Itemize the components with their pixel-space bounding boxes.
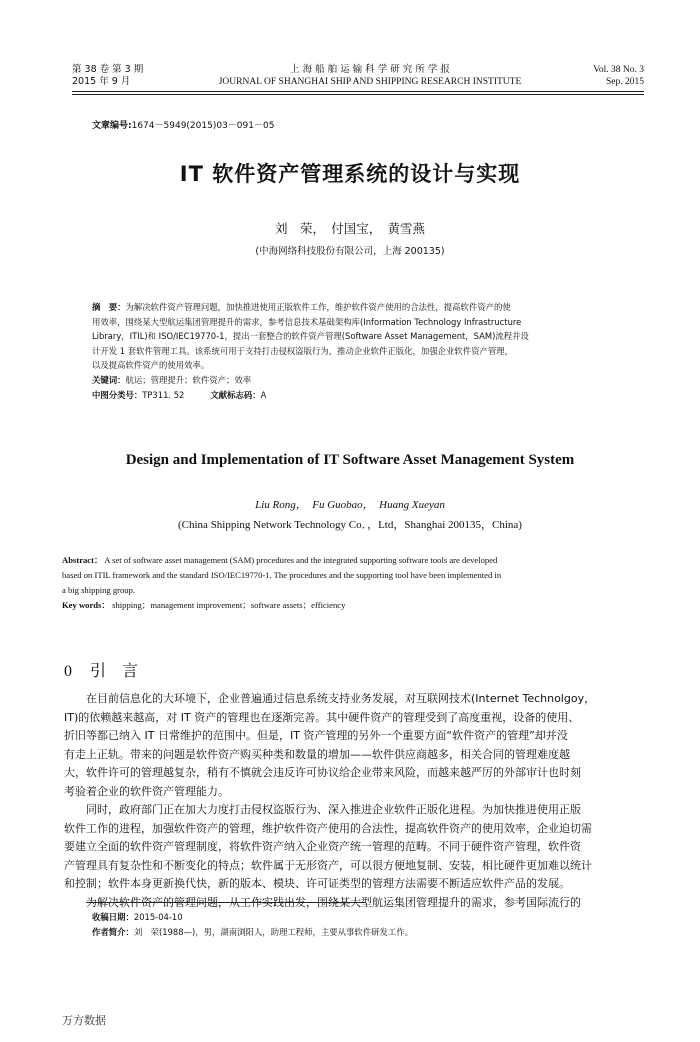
watermark: 万方数据 [62, 1014, 106, 1027]
doc-code-value: A [260, 389, 267, 400]
volume-issue-en: Vol. 38 No. 3 [593, 65, 644, 75]
title-cn: IT 软件资产管理系统的设计与实现 [179, 162, 521, 186]
header-rule-top [72, 91, 644, 92]
body-line: 为解决软件资产的管理问题，从工作实践出发，围绕某大型航运集团管理提升的需求，参考国际流行的 [86, 895, 581, 909]
abstract-cn [92, 300, 622, 402]
abstract-cn-line-2: Library，ITIL)和 ISO/IEC19770-1，提出一套整合的软件资产管理(Software Asset Management，SAM)流程并设 [92, 331, 529, 342]
abstract-en-line-0: Abstract： A set of software asset management (SAM) procedures and the integrated supporting software tools are developed [62, 555, 498, 565]
body-line: 要建立全面的软件资产管理制度，将软件资产纳入企业资产统一管理的范畴。不同于硬件资产管理，软件资 [64, 840, 581, 853]
body-line: 折旧等都已纳入 IT 日常维护的范围中。但是，IT 资产管理的另外一个重要方面“软件资产的管理”却并没 [64, 729, 568, 742]
keywords-cn [92, 373, 622, 388]
abstract-cn-line-1: 用效率，围绕某大型航运集团管理提升的需求，参考信息技术基础架构库(Information Technology Infrastructure [92, 316, 522, 327]
keywords-cn-value: 航运；管理提升；软件资产；效率 [125, 374, 252, 385]
date-cn: 2015 年 9 月 [72, 76, 131, 87]
doc-code-label: 文献标志码： [210, 389, 261, 400]
footnote-rule [86, 902, 366, 903]
authors-en: Liu Rong， Fu Guobao， Huang Xueyan [255, 499, 445, 511]
section-number: 0 [64, 663, 72, 680]
body-line: 在目前信息化的大环境下，企业普遍通过信息系统支持业务发展，对互联网技术(Internet Technolgoy， [86, 692, 596, 705]
authors-cn: 刘 荣， 付国宝， 黄雪燕 [274, 221, 425, 236]
classification-label: 中图分类号： [92, 389, 143, 400]
date-en: Sep. 2015 [606, 77, 644, 87]
keywords-en-label: Key words： [62, 600, 110, 610]
author-bio-value: 刘 荣(1988—)，男，湖南浏阳人，助理工程师，主要从事软件研发工作。 [133, 926, 413, 937]
title-en: Design and Implementation of IT Software Asset Management System [125, 452, 575, 468]
body-paragraph-1 [64, 690, 644, 801]
body-line: IT)的依赖越来越高，对 IT 资产的管理也在逐渐完善。其中硬件资产的管理受到了高度重视，设备的使用、 [64, 710, 580, 724]
received-date [92, 910, 632, 925]
abstract-cn-label: 摘 要： [92, 302, 126, 312]
article-id-label: 文章编号: [92, 121, 132, 131]
header-volume-cn [72, 64, 143, 88]
journal-name-en: JOURNAL OF SHANGHAI SHIP AND SHIPPING RESEARCH INSTITUTE [218, 77, 522, 87]
author-bio-label: 作者简介： [92, 926, 134, 937]
body-line: 同时，政府部门正在加大力度打击侵权盗版行为、深入推进企业软件正版化进程。为加快推进使用正版 [86, 803, 581, 816]
keywords-cn-label: 关键词： [92, 374, 126, 385]
body-line: 和控制；软件本身更新换代快，新的版本、模块、许可证类型的管理方法需要不断适应软件产品的发展。 [64, 877, 570, 890]
abstract-en-line-2: a big shipping group. [62, 585, 136, 595]
body-line: 有走上正轨。带来的问题是软件资产购买种类和数量的增加——软件供应商越多，相关合同的管理难度越 [64, 747, 570, 761]
abstract-en [62, 553, 652, 613]
body-line: 大，软件许可的管理越复杂，稍有不慎就会违反许可协议给企业带来风险，而越来越严厉的外部审计也时刻 [64, 766, 581, 779]
article-id [92, 118, 274, 131]
abstract-en-line-1: based on ITIL framework and the standard ISO/IEC19770-1. The procedures and the supporting tool have been implemented in [62, 570, 502, 580]
section-title: 引 言 [90, 661, 139, 680]
abstract-cn-line-0: 摘 要：为解决软件资产管理问题，加快推进使用正版软件工作，维护软件资产使用的合法性，提高软件资产的使 [92, 302, 511, 312]
article-id-value: 1674－5949(2015)03－091－05 [131, 121, 275, 131]
body-text [64, 690, 644, 912]
abstract-cn-line-3: 计开发 1 套软件管理工具。该系统可用于支持打击侵权盗版行为，推动企业软件正版化，加强企业软件资产管理， [92, 345, 514, 356]
author-bio [92, 925, 632, 940]
received-value: 2015-04-10 [133, 912, 183, 922]
header-volume-en [593, 64, 644, 88]
classification-value: TP311. 52 [142, 389, 185, 400]
body-line: 产管理具有复杂性和不断变化的特点；软件属于无形资产，可以很方便地复制、安装，相比硬件更加难以统计 [64, 858, 592, 872]
journal-name-cn: 上 海 船 舶 运 输 科 学 研 究 所 学 报 [290, 64, 450, 75]
keywords-en-value: shipping；management improvement；software assets；efficiency [112, 600, 346, 610]
body-line: 考验着企业的软件资产管理能力。 [64, 784, 229, 798]
body-line: 软件工作的进程，加强软件资产的管理，维护软件资产使用的合法性，提高软件资产的使用效率，企业迫切需 [64, 821, 592, 835]
affiliation-cn: (中海网络科技股份有限公司，上海 200135) [255, 246, 445, 257]
section-heading [64, 658, 138, 681]
volume-issue-cn: 第 38 卷 第 3 期 [72, 64, 144, 75]
body-paragraph-2 [64, 801, 644, 894]
abstract-en-label: Abstract： [62, 555, 103, 565]
classification [92, 388, 622, 403]
abstract-cn-line-4: 以及提高软件资产的使用效率。 [92, 360, 210, 371]
affiliation-en: (China Shipping Network Technology Co．，Ltd，Shanghai 200135，China) [178, 519, 522, 531]
received-label: 收稿日期： [92, 912, 134, 922]
header-journal [160, 64, 580, 88]
keywords-en [62, 598, 652, 613]
header-rule-bottom [72, 94, 644, 95]
footnotes [92, 910, 632, 939]
